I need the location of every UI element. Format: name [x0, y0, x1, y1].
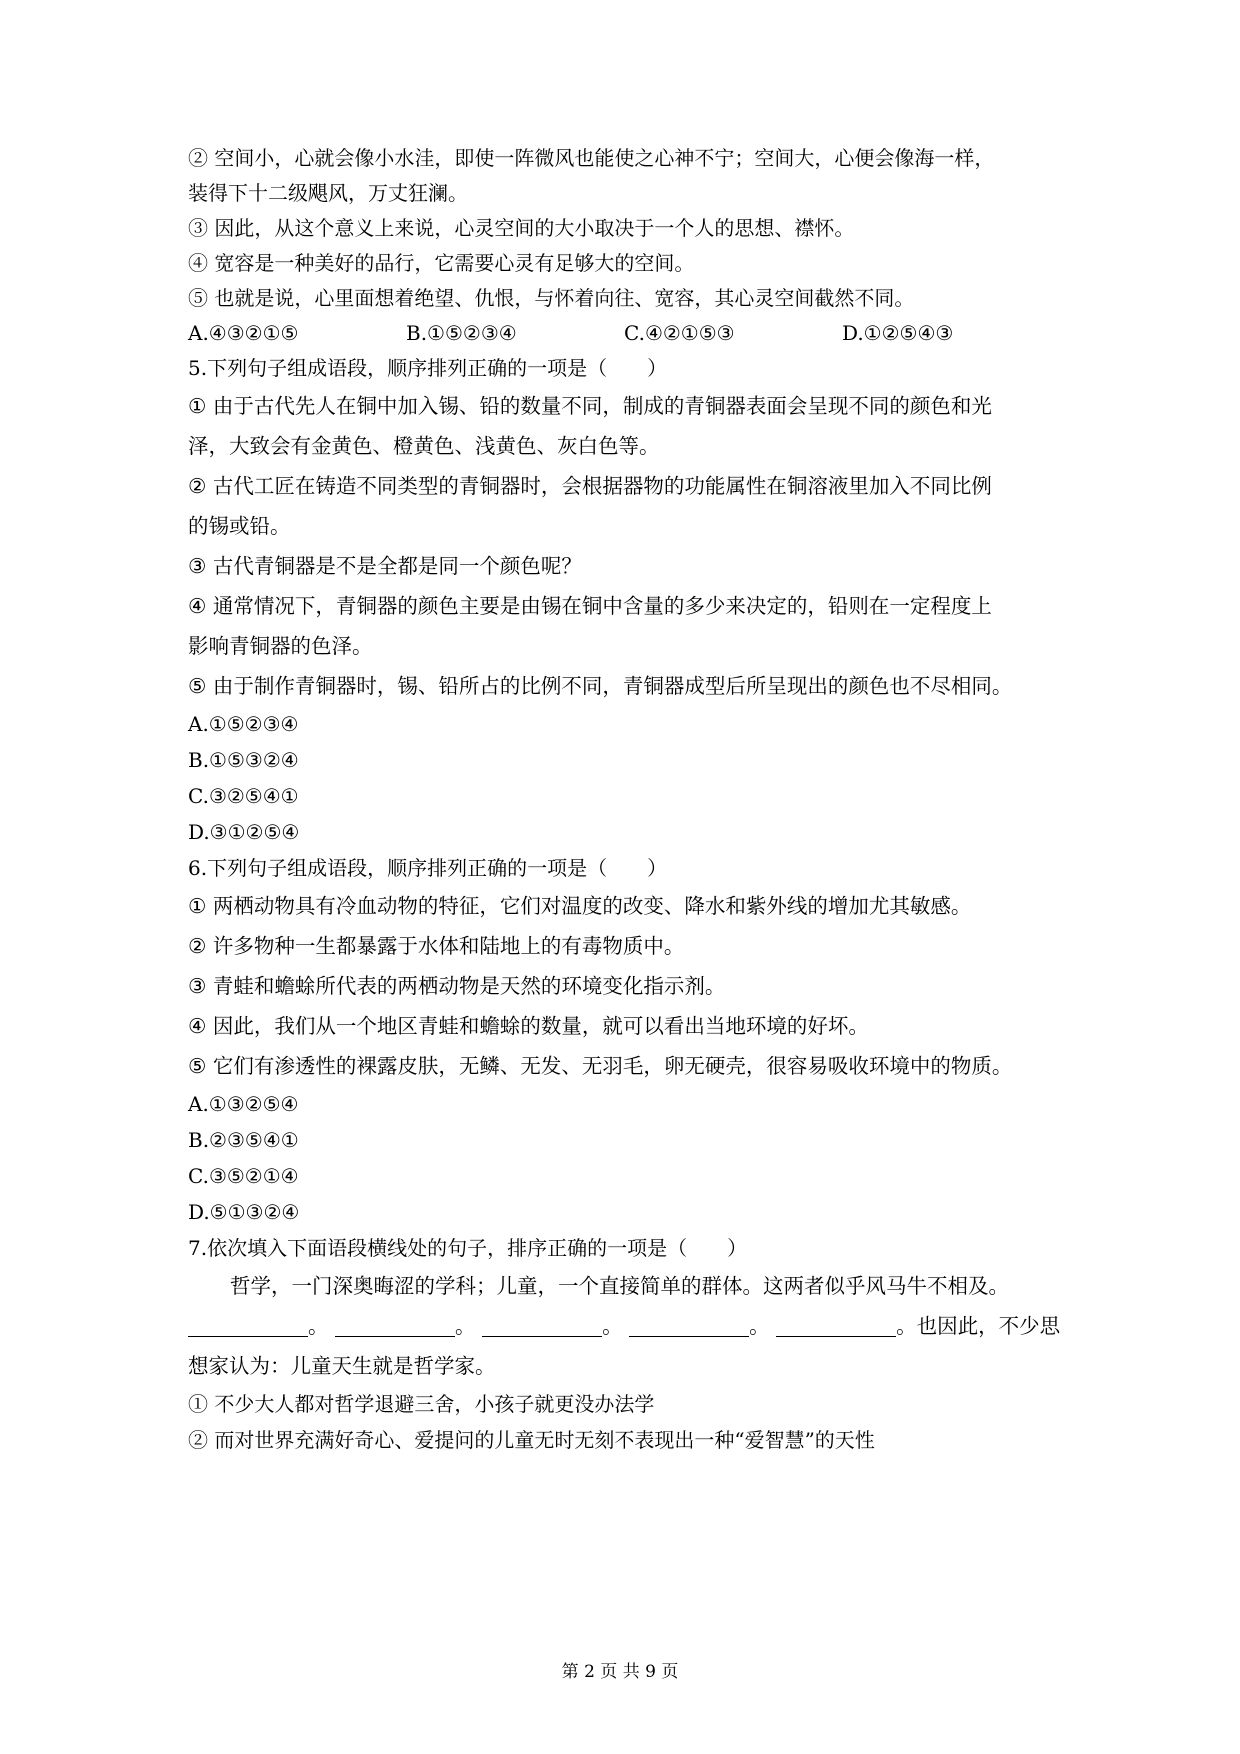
q7-blank-sep: 。 [455, 1314, 476, 1338]
q4-sentence-4: ④ 宽容是一种美好的品行，它需要心灵有足够大的空间。 [188, 251, 695, 275]
q4-option-a[interactable]: A.④③②①⑤ [188, 321, 299, 345]
q6-option-b[interactable]: B.②③⑤④① [188, 1128, 299, 1152]
q7-passage-line-3: 想家认为：儿童天生就是哲学家。 [188, 1354, 496, 1378]
page-footer: 第 2 页 共 9 页 [561, 1662, 679, 1682]
q4-option-b[interactable]: B.①⑤②③④ [406, 321, 517, 345]
q7-blank-4[interactable] [629, 1316, 749, 1337]
q7-passage-blanks-line [188, 1312, 1060, 1340]
q7-blank-5[interactable] [776, 1316, 896, 1337]
q4-sentence-2-line-2: 装得下十二级飓风，万丈狂澜。 [188, 181, 468, 205]
q4-sentence-5: ⑤ 也就是说，心里面想着绝望、仇恨，与怀着向往、宽容，其心灵空间截然不同。 [188, 286, 915, 310]
q7-passage-tail: 也因此，不少思 [916, 1314, 1061, 1338]
q6-option-c[interactable]: C.③⑤②①④ [188, 1164, 299, 1188]
q5-sentence-5: ⑤ 由于制作青铜器时，锡、铅所占的比例不同，青铜器成型后所呈现出的颜色也不尽相同。 [188, 674, 1013, 698]
q7-sentence-2: ② 而对世界充满好奇心、爱提问的儿童无时无刻不表现出一种“爱智慧”的天性 [188, 1428, 875, 1452]
q4-option-c[interactable]: C.④②①⑤③ [624, 321, 735, 345]
q6-sentence-2: ② 许多物种一生都暴露于水体和陆地上的有毒物质中。 [188, 934, 685, 958]
q7-blank-sep: 。 [308, 1314, 329, 1338]
q6-sentence-3: ③ 青蛙和蟾蜍所代表的两栖动物是天然的环境变化指示剂。 [188, 974, 726, 998]
q6-sentence-5: ⑤ 它们有渗透性的裸露皮肤，无鳞、无发、无羽毛，卵无硬壳，很容易吸收环境中的物质。 [188, 1054, 1013, 1078]
q5-sentence-4-line-2: 影响青铜器的色泽。 [188, 634, 373, 658]
q5-stem: 5.下列句子组成语段，顺序排列正确的一项是（ ） [188, 356, 668, 380]
q6-stem: 6.下列句子组成语段，顺序排列正确的一项是（ ） [188, 856, 668, 880]
q7-blank-3[interactable] [482, 1316, 602, 1337]
q5-option-d[interactable]: D.③①②⑤④ [188, 820, 300, 844]
q6-option-d[interactable]: D.⑤①③②④ [188, 1200, 300, 1224]
q4-sentence-2-line-1: ② 空间小，心就会像小水洼，即使一阵微风也能使之心神不宁；空间大，心便会像海一样， [188, 146, 995, 170]
q7-sentence-1: ① 不少大人都对哲学退避三舍，小孩子就更没办法学 [188, 1392, 655, 1416]
q6-sentence-4: ④ 因此，我们从一个地区青蛙和蟾蜍的数量，就可以看出当地环境的好坏。 [188, 1014, 869, 1038]
q5-sentence-2-line-1: ② 古代工匠在铸造不同类型的青铜器时，会根据器物的功能属性在铜溶液里加入不同比例 [188, 474, 992, 498]
q5-sentence-3: ③ 古代青铜器是不是全都是同一个颜色呢？ [188, 554, 582, 578]
q4-sentence-3: ③ 因此，从这个意义上来说，心灵空间的大小取决于一个人的思想、襟怀。 [188, 216, 855, 240]
q5-sentence-1-line-1: ① 由于古代先人在铜中加入锡、铅的数量不同，制成的青铜器表面会呈现不同的颜色和光 [188, 394, 992, 418]
q5-sentence-1-line-2: 泽，大致会有金黄色、橙黄色、浅黄色、灰白色等。 [188, 434, 660, 458]
q5-sentence-2-line-2: 的锡或铅。 [188, 514, 291, 538]
q7-blank-2[interactable] [335, 1316, 455, 1337]
q5-option-b[interactable]: B.①⑤③②④ [188, 748, 299, 772]
q4-options [188, 319, 1060, 347]
q5-option-a[interactable]: A.①⑤②③④ [188, 712, 299, 736]
q6-sentence-1: ① 两栖动物具有冷血动物的特征，它们对温度的改变、降水和紫外线的增加尤其敏感。 [188, 894, 972, 918]
q7-passage-line-1: 哲学，一门深奥晦涩的学科；儿童，一个直接简单的群体。这两者似乎风马牛不相及。 [230, 1274, 1009, 1298]
q7-blank-sep: 。 [602, 1314, 623, 1338]
q5-sentence-4-line-1: ④ 通常情况下，青铜器的颜色主要是由锡在铜中含量的多少来决定的，铅则在一定程度上 [188, 594, 992, 618]
q6-option-a[interactable]: A.①③②⑤④ [188, 1092, 299, 1116]
q5-option-c[interactable]: C.③②⑤④① [188, 784, 299, 808]
q7-blank-sep: 。 [749, 1314, 770, 1338]
q7-stem: 7.依次填入下面语段横线处的句子，排序正确的一项是（ ） [188, 1236, 748, 1260]
q7-blank-sep: 。 [896, 1314, 917, 1338]
q7-blank-1[interactable] [188, 1316, 308, 1337]
q4-option-d[interactable]: D.①②⑤④③ [842, 321, 954, 345]
